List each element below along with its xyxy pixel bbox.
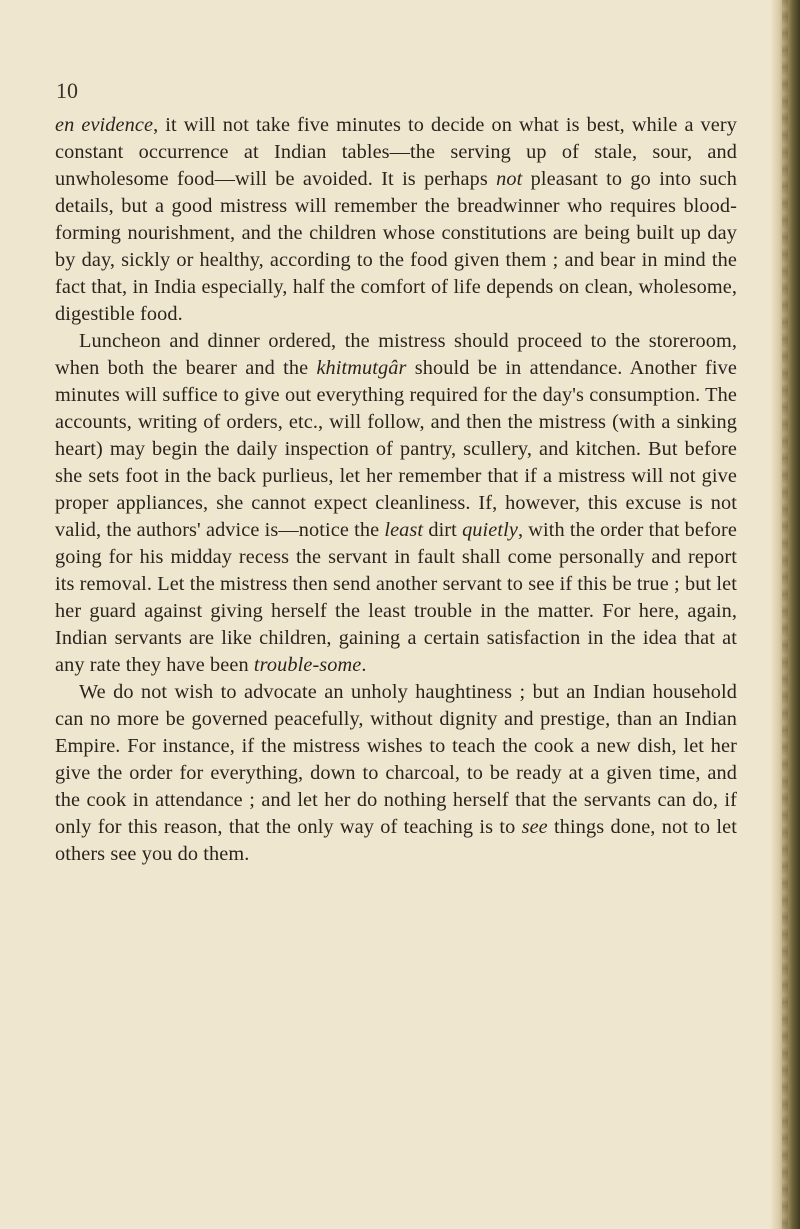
- text-segment: pleasant to go into such details, but a good mistress will remember the breadwinner who requires blood-forming nourishment, and the children whose constitutions are being built up day by day, sickly or healthy, according to the food given them ; and bear in mind the fact that, in India especially, half the comfort of life depends on clean, wholesome, digestible food.: [55, 168, 737, 325]
- text-segment: , it will not take five minutes to decide on what is best, while a very constant occurrence at Indian tables—the serving up of stale, sour, and unwholesome food—will be avoided. It is perhaps: [55, 114, 737, 190]
- text-segment: en evidence: [55, 114, 154, 136]
- text-segment: khitmutgâr: [316, 357, 407, 379]
- body-text: [55, 112, 737, 868]
- paragraph-1: [55, 112, 737, 328]
- text-segment: see: [521, 816, 548, 838]
- page-number: 10: [56, 78, 78, 103]
- text-segment: least: [384, 519, 424, 541]
- text-segment: should be in attendance. Another five minutes will suffice to give out everything required for the day's consumption. The accounts, writing of orders, etc., will follow, and then the mistress (with a sinking heart) may begin the daily inspection of pantry, scullery, and kitchen. But before she sets foot in the back purlieus, let her remember that if a mistress will not give proper appliances, she cannot expect cleanliness. If, however, this excuse is not valid, the authors' advice is—notice the: [55, 357, 737, 541]
- text-segment: things done, not to let others see you do them.: [55, 816, 737, 865]
- text-segment: dirt: [423, 519, 463, 541]
- text-segment: not: [496, 168, 523, 190]
- text-segment: .: [361, 654, 367, 676]
- text-segment: trouble-some: [253, 654, 362, 676]
- text-segment: , with the order that before going for his midday recess the servant in fault shall come personally and report its removal. Let the mistress then send another servant to see if this be true ; but let her guard against giving herself the least trouble in the matter. For here, again, Indian servants are like children, gaining a certain satisfaction in the idea that at any rate they have been: [55, 519, 738, 676]
- text-segment: Luncheon and dinner ordered, the mistress should proceed to the storeroom, when both the bearer and the: [55, 330, 737, 379]
- page-binding-edge: [770, 0, 800, 1229]
- paragraph-2: [55, 328, 737, 679]
- text-segment: quietly: [462, 519, 518, 541]
- paragraph-3: [55, 679, 737, 868]
- text-segment: We do not wish to advocate an unholy haughtiness ; but an Indian household can no more be governed peacefully, without dignity and prestige, than an Indian Empire. For instance, if the mistress wishes to teach the cook a new dish, let her give the order for everything, down to charcoal, to be ready at a given time, and the cook in attendance ; and let her do nothing herself that the servants can do, if only for this reason, that the only way of teaching is to: [55, 681, 737, 838]
